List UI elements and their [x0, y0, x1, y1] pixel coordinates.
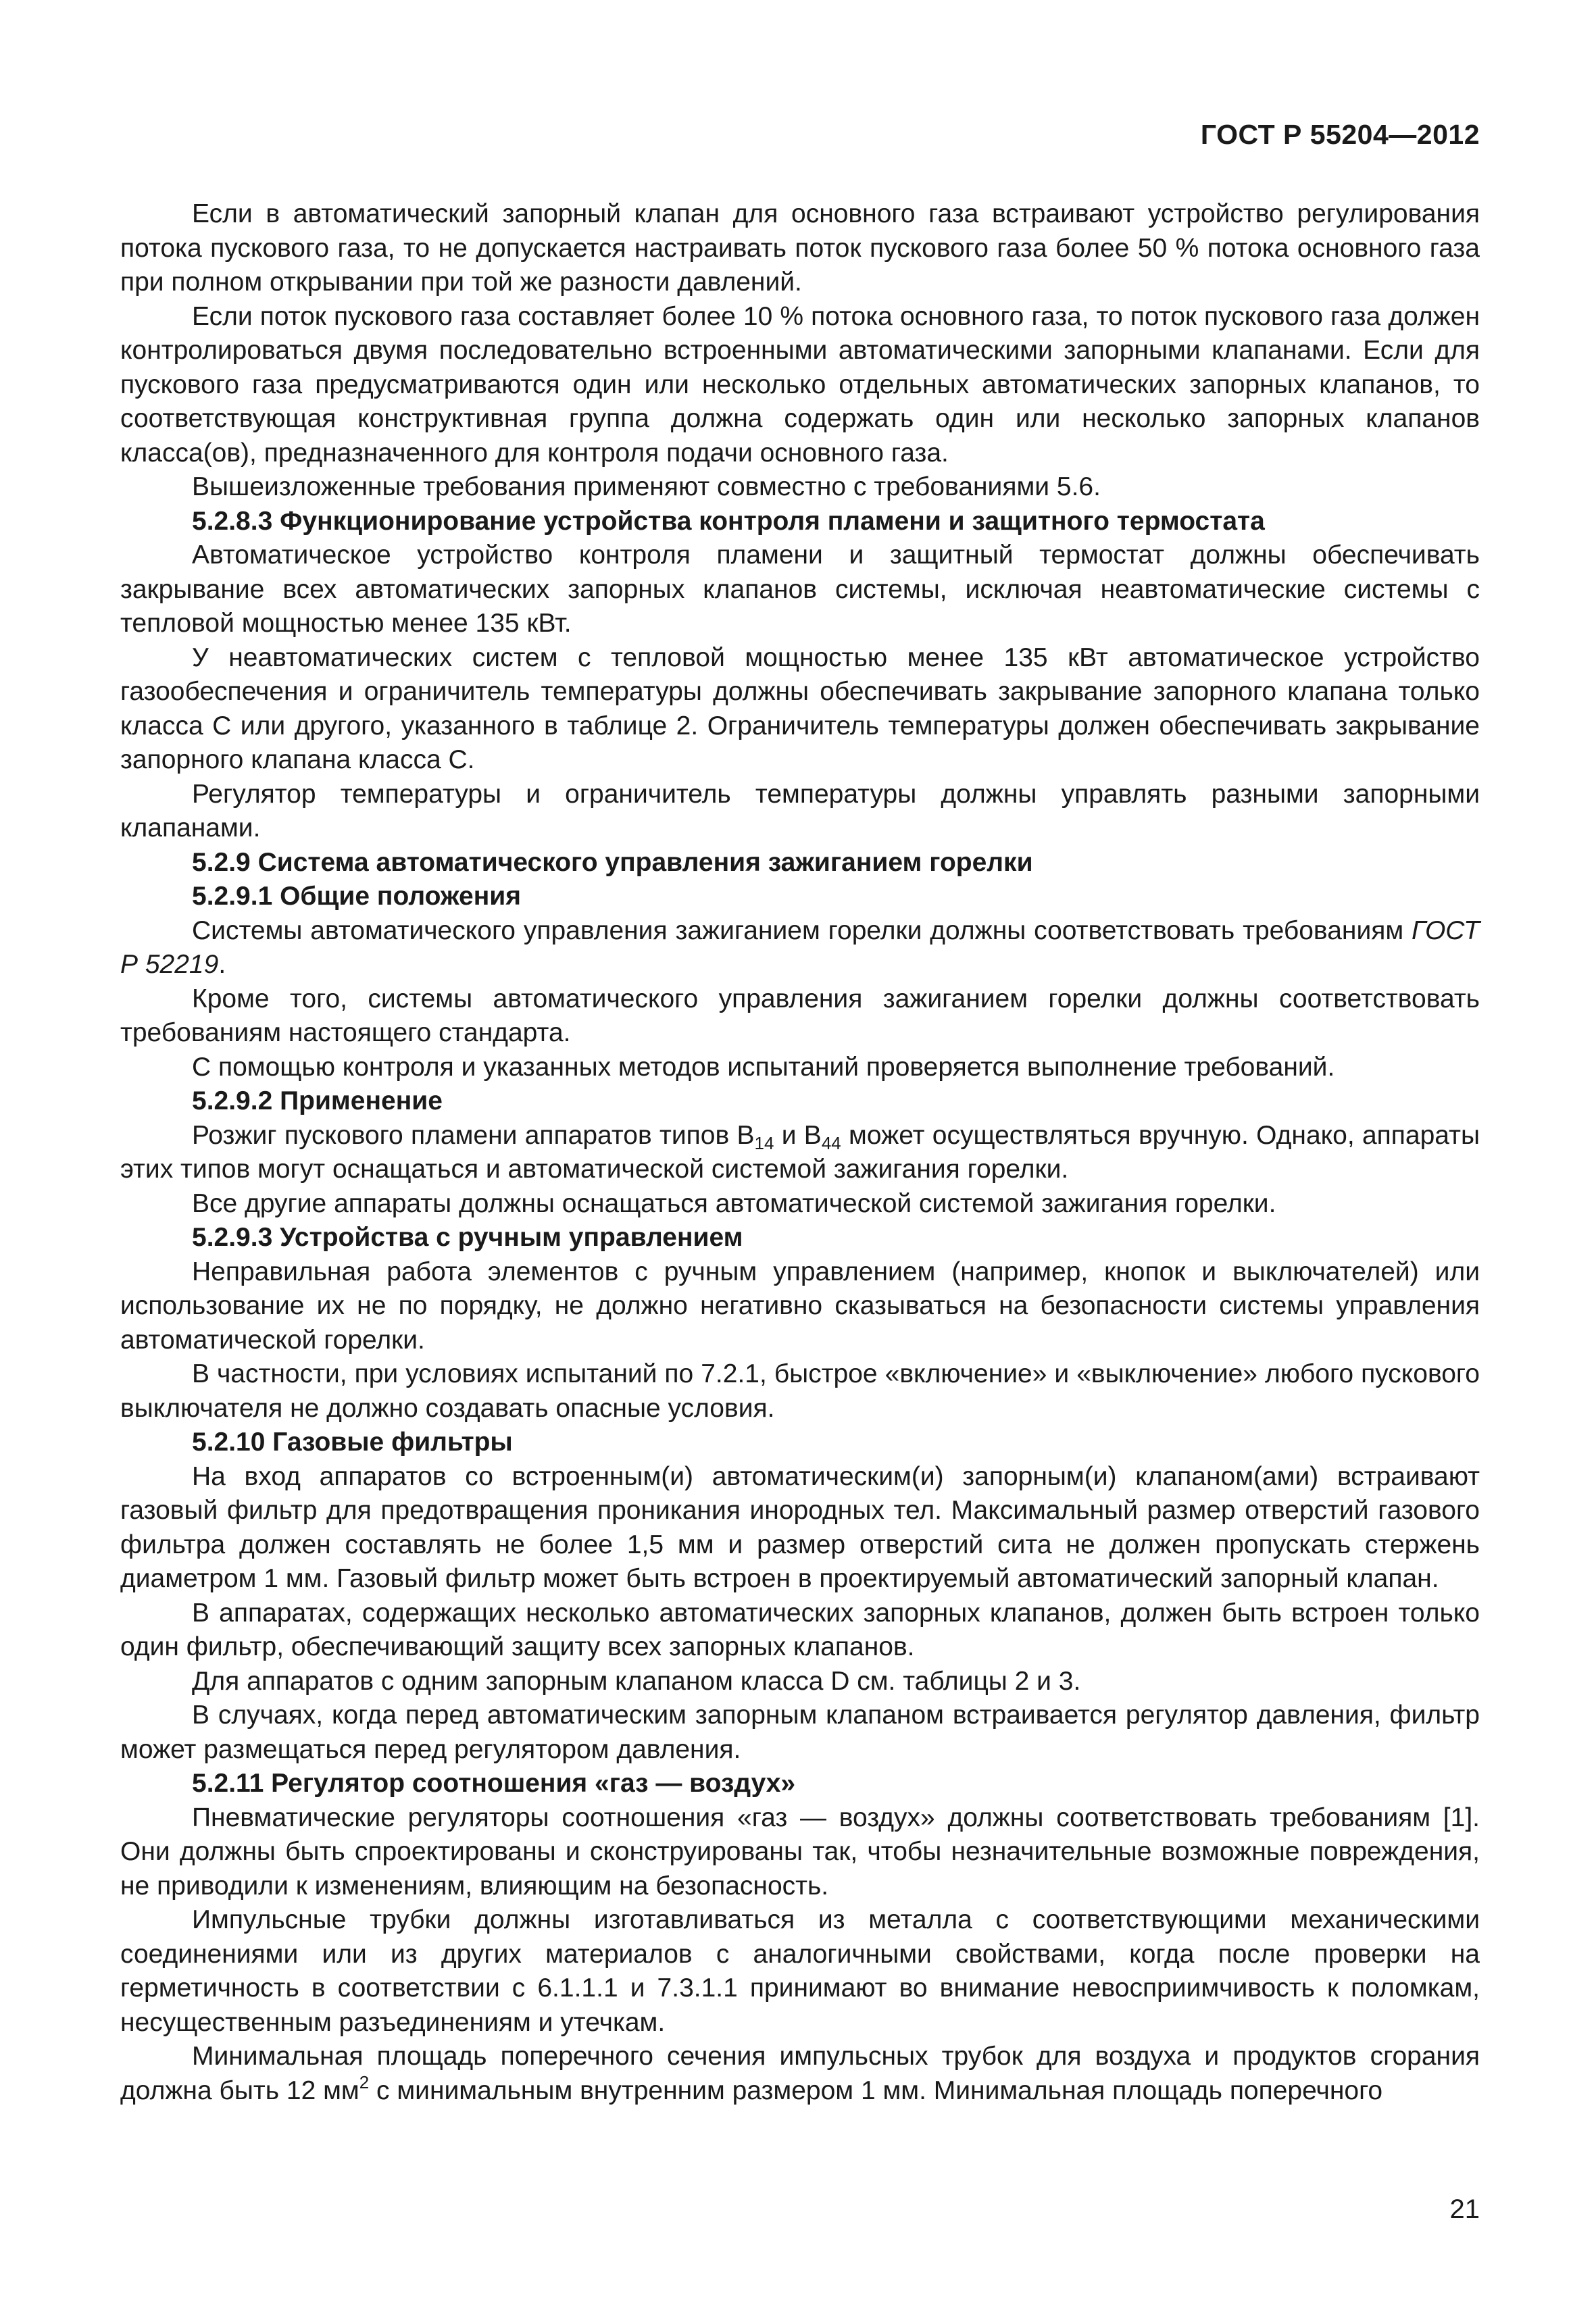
paragraph [120, 914, 1480, 982]
paragraph: Регулятор температуры и ограничитель температуры должны управлять разными запорными клапанами. [120, 779, 1480, 842]
section-heading: 5.2.8.3 Функционирование устройства контроля пламени и защитного термостата [192, 506, 1265, 536]
paragraph-text: может осуществляться вручную. Однако, аппараты этих типов могут оснащаться и автоматической системой зажигания горелки. [120, 1120, 1480, 1184]
section-heading: 5.2.9 Система автоматического управления зажиганием горелки [192, 847, 1033, 877]
document-id-header: ГОСТ Р 55204—2012 [1200, 119, 1480, 150]
paragraph-text: . [218, 950, 226, 979]
paragraph: В случаях, когда перед автоматическим запорным клапаном встраивается регулятор давления, фильтр может размещаться перед регулятором давления. [120, 1701, 1480, 1764]
paragraph: Для аппаратов с одним запорным клапаном класса D см. таблицы 2 и 3. [192, 1666, 1081, 1696]
paragraph [120, 2040, 1480, 2108]
paragraph: В аппаратах, содержащих несколько автоматических запорных клапанов, должен быть встроен только один фильтр, обеспечивающий защиту всех запорных клапанов. [120, 1598, 1480, 1661]
paragraph: Вышеизложенные требования применяют совместно с требованиями 5.6. [192, 472, 1101, 501]
paragraph: Неправильная работа элементов с ручным управлением (например, кнопок и выключателей) или использование их не по порядку, не должно негативно сказываться на безопасности системы управления автоматической горелки. [120, 1257, 1480, 1355]
paragraph-text: и В [774, 1120, 822, 1150]
superscript: 2 [359, 2071, 370, 2092]
paragraph: Кроме того, системы автоматического управления зажиганием горелки должны соответствовать требованиям настоящего стандарта. [120, 984, 1480, 1047]
paragraph: У неавтоматических систем с тепловой мощностью менее 135 кВт автоматическое устройство газообеспечения и ограничитель температуры должны обеспечивать закрывание запорного клапана только класса С или другого, указанного в таблице 2. Ограничитель температуры должен обеспечивать закрывание запорного клапана класса С. [120, 643, 1480, 774]
page-number: 21 [1449, 2194, 1480, 2224]
paragraph: Если в автоматический запорный клапан для основного газа встраивают устройство регулирования потока пускового газа, то не допускается настраивать поток пускового газа более 50 % потока основного газа при полном открывании при той же разности давлений. [120, 199, 1480, 297]
paragraph: Если поток пускового газа составляет более 10 % потока основного газа, то поток пускового газа должен контролироваться двумя последовательно встроенными автоматическими запорными клапанами. Если для пускового газа предусматриваются один или несколько отдельных автоматических запорных клапанов, то соответствующая конструктивная группа должна содержать один или несколько запорных клапанов класса(ов), предназначенного для контроля подачи основного газа. [120, 301, 1480, 468]
paragraph: Все другие аппараты должны оснащаться автоматической системой зажигания горелки. [192, 1188, 1276, 1218]
paragraph: В частности, при условиях испытаний по 7.2.1, быстрое «включение» и «выключение» любого пускового выключателя не должно создавать опасные условия. [120, 1359, 1480, 1423]
standard-reference-link[interactable]: ГОСТ Р 52219 [120, 915, 1480, 979]
paragraph-text: Розжиг пускового пламени аппаратов типов В [192, 1120, 755, 1150]
section-heading: 5.2.10 Газовые фильтры [192, 1428, 513, 1457]
section-heading: 5.2.11 Регулятор соотношения «газ — воздух» [192, 1769, 796, 1798]
paragraph: На вход аппаратов со встроенным(и) автоматическим(и) запорным(и) клапаном(ами) встраивают газовый фильтр для предотвращения проникания инородных тел. Максимальный размер отверстий газового фильтра должен составлять не более 1,5 мм и размер отверстий сита не должен пропускать стержень диаметром 1 мм. Газовый фильтр может быть встроен в проектируемый автоматический запорный клапан. [120, 1461, 1480, 1593]
paragraph-text: Минимальная площадь поперечного сечения импульсных трубок для воздуха и продуктов сгорания должна быть 12 мм [120, 2042, 1480, 2105]
section-heading: 5.2.9.3 Устройства с ручным управлением [192, 1223, 743, 1252]
paragraph-text: Системы автоматического управления зажиганием горелки должны соответствовать требованиям [192, 915, 1412, 945]
page-body [120, 197, 1480, 2108]
subscript: 14 [754, 1132, 774, 1153]
paragraph [120, 1119, 1480, 1187]
subscript: 44 [821, 1132, 841, 1153]
paragraph-text: с минимальным внутренним размером 1 мм. Минимальная площадь поперечного [369, 2076, 1383, 2105]
section-heading: 5.2.9.2 Применение [192, 1086, 443, 1115]
paragraph: Импульсные трубки должны изготавливаться из металла с соответствующими механическими соединениями или из других материалов с аналогичными свойствами, когда после проверки на герметичность в соответствии с 6.1.1.1 и 7.3.1.1 принимают во внимание невосприимчивость к поломкам, несущественным разъединениям и утечкам. [120, 1905, 1480, 2037]
section-heading: 5.2.9.1 Общие положения [192, 882, 522, 911]
paragraph: Автоматическое устройство контроля пламени и защитный термостат должны обеспечивать закрывание всех автоматических запорных клапанов системы, исключая неавтоматические системы с тепловой мощностью менее 135 кВт. [120, 540, 1480, 638]
paragraph: Пневматические регуляторы соотношения «газ — воздух» должны соответствовать требованиям [1]. Они должны быть спроектированы и сконструированы так, чтобы незначительные возможные повреждения, не приводили к изменениям, влияющим на безопасность. [120, 1803, 1480, 1901]
paragraph: С помощью контроля и указанных методов испытаний проверяется выполнение требований. [192, 1052, 1335, 1082]
